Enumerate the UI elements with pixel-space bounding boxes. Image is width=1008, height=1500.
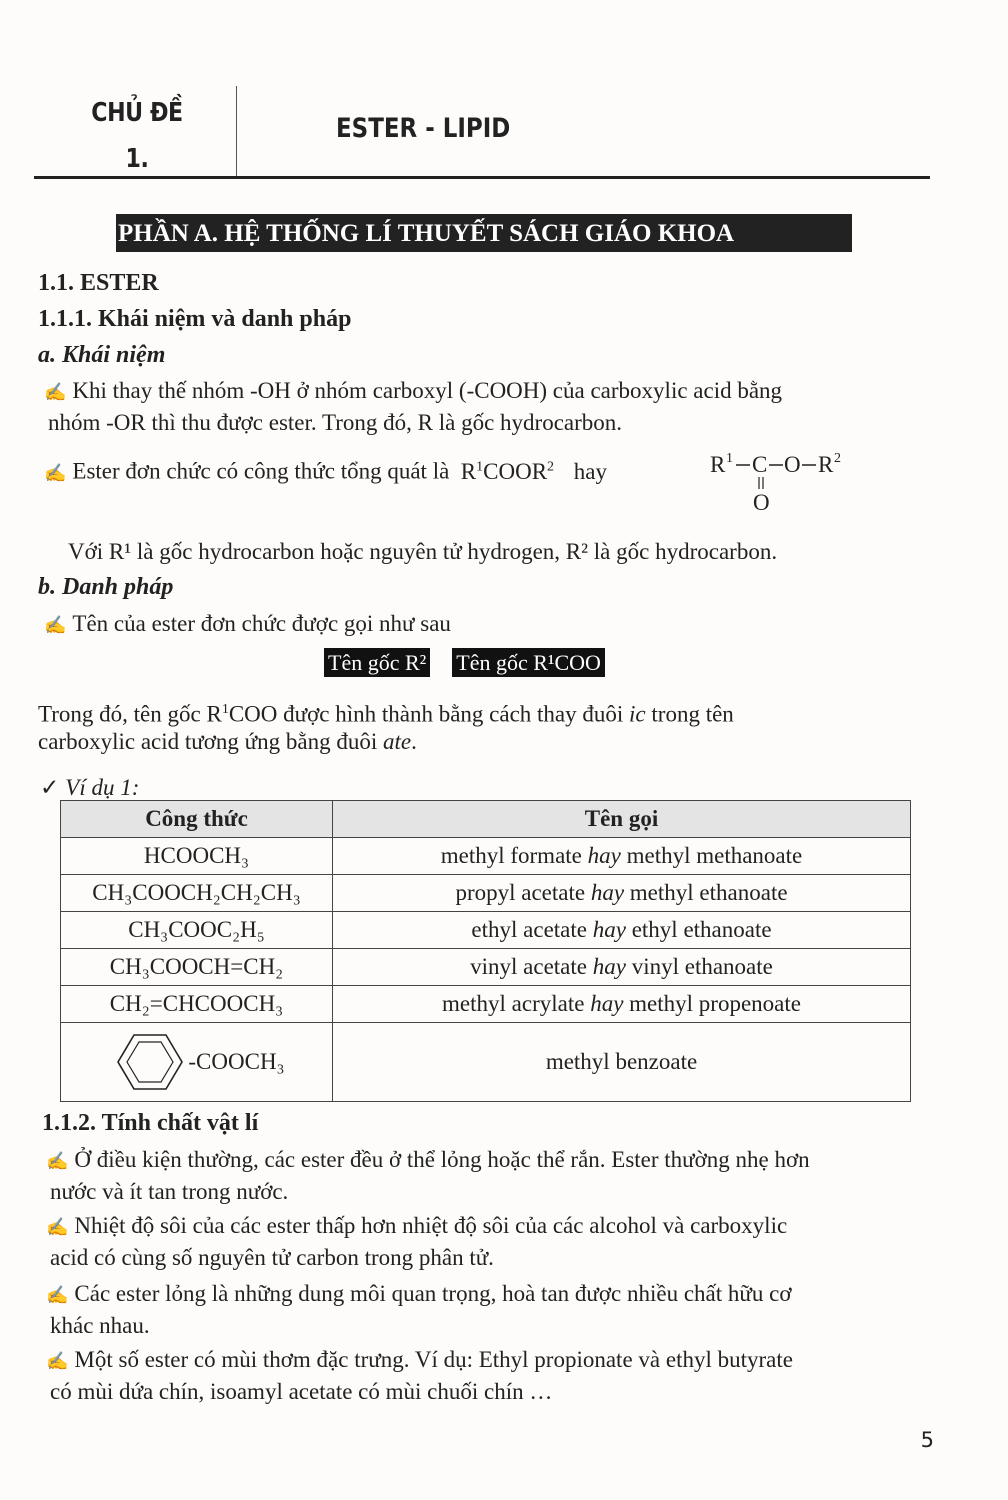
- hay-word: hay: [573, 458, 608, 484]
- benzene-ring-icon: [108, 1027, 188, 1097]
- section-banner: PHẦN A. HỆ THỐNG LÍ THUYẾT SÁCH GIÁO KHOA: [116, 214, 852, 252]
- example-label-line: ✓ Ví dụ 1:: [40, 775, 140, 800]
- table-header-name: Tên gọi: [333, 801, 911, 838]
- pen-bullet-icon: ✍: [46, 1217, 69, 1237]
- name-cell: methyl formate hay methyl methanoate: [333, 838, 911, 875]
- physical-property-4-line-1: ✍ Một số ester có mùi thơm đặc trưng. Ví dụ: Ethyl propionate và ethyl butyrate: [46, 1347, 793, 1372]
- name-cell: propyl acetate hay methyl ethanoate: [333, 875, 911, 912]
- subheading-b: b. Danh pháp: [38, 574, 174, 600]
- header-rule: [34, 176, 930, 179]
- table-header-row: [61, 801, 911, 838]
- formula-cell: CH₃COOCH=CH₂: [61, 949, 333, 986]
- pen-bullet-icon: ✍: [44, 615, 67, 635]
- svg-text:O: O: [784, 452, 801, 477]
- physical-property-2-line-2: acid có cùng số nguyên tử carbon trong phân tử.: [50, 1245, 494, 1270]
- physical-property-4-line-2: có mùi dứa chín, isoamyl acetate có mùi chuối chín …: [50, 1379, 553, 1404]
- svg-text:1: 1: [726, 451, 733, 466]
- table-row: [61, 912, 911, 949]
- svg-text:R: R: [710, 452, 726, 477]
- chapter-number: 1.: [125, 144, 149, 174]
- definition-line-1: ✍ Khi thay thế nhóm -OH ở nhóm carboxyl (-COOH) của carboxylic acid bằng: [44, 378, 783, 403]
- name-cell: vinyl acetate hay vinyl ethanoate: [333, 949, 911, 986]
- checkmark-icon: ✓: [40, 775, 60, 800]
- pen-bullet-icon: ✍: [44, 382, 67, 402]
- section-heading-1-1-2: 1.1.2. Tính chất vật lí: [42, 1110, 259, 1136]
- naming-detail-line-2: carboxylic acid tương ứng bằng đuôi ate.: [38, 729, 417, 754]
- page-number: 5: [920, 1428, 934, 1452]
- name-tag-r1coo: Tên gốc R¹COO: [452, 648, 605, 677]
- formula-cell: CH₃COOC₂H₅: [61, 912, 333, 949]
- benzoate-group: -COOCH₃: [188, 1049, 285, 1074]
- ester-name-table: [60, 800, 911, 1102]
- physical-property-3-line-2: khác nhau.: [50, 1313, 150, 1338]
- table-row: [61, 949, 911, 986]
- name-tag-r2: Tên gốc R²: [324, 648, 430, 677]
- chapter-label-block: [90, 90, 184, 182]
- chapter-label: CHỦ ĐỀ: [91, 98, 183, 128]
- with-r-line: Với R¹ là gốc hydrocarbon hoặc nguyên tử hydrogen, R² là gốc hydrocarbon.: [68, 539, 778, 564]
- physical-property-1-line-2: nước và ít tan trong nước.: [50, 1179, 289, 1204]
- table-row: [61, 986, 911, 1023]
- ester-structural-formula: [706, 444, 866, 516]
- subheading-a: a. Khái niệm: [38, 342, 166, 368]
- naming-intro: ✍ Tên của ester đơn chức được gọi như sau: [44, 611, 451, 636]
- definition-line-2: nhóm -OR thì thu được ester. Trong đó, R là gốc hydrocarbon.: [48, 410, 623, 435]
- table-row: [61, 1023, 911, 1102]
- formula-cell: HCOOCH₃: [61, 838, 333, 875]
- section-heading-1-1-1: 1.1.1. Khái niệm và danh pháp: [38, 306, 352, 332]
- pen-bullet-icon: ✍: [46, 1285, 69, 1305]
- physical-property-1-line-1: ✍ Ở điều kiện thường, các ester đều ở thể lỏng hoặc thể rắn. Ester thường nhẹ hơn: [46, 1147, 810, 1172]
- formula-cell-benzoate: [61, 1023, 333, 1102]
- pen-bullet-icon: ✍: [46, 1351, 69, 1371]
- chapter-title: ESTER - LIPID: [336, 113, 511, 144]
- section-heading-1-1: 1.1. ESTER: [38, 270, 159, 296]
- formula-cell: CH₂=CHCOOCH₃: [61, 986, 333, 1023]
- general-formula-line: ✍ Ester đơn chức có công thức tổng quát là $R^1COOR^2$ hay: [44, 458, 608, 484]
- pen-bullet-icon: ✍: [44, 462, 67, 483]
- table-row: [61, 875, 911, 912]
- table-row: [61, 838, 911, 875]
- svg-text:C: C: [752, 452, 768, 477]
- svg-text:2: 2: [834, 451, 841, 466]
- name-cell: methyl benzoate: [333, 1023, 911, 1102]
- name-cell: ethyl acetate hay ethyl ethanoate: [333, 912, 911, 949]
- table-header-formula: Công thức: [61, 801, 333, 838]
- naming-pattern: [324, 650, 605, 676]
- svg-text:R: R: [818, 452, 834, 477]
- header-divider: [236, 86, 237, 178]
- svg-text:O: O: [753, 490, 770, 515]
- physical-property-3-line-1: ✍ Các ester lỏng là những dung môi quan trọng, hoà tan được nhiều chất hữu cơ: [46, 1281, 792, 1306]
- name-cell: methyl acrylate hay methyl propenoate: [333, 986, 911, 1023]
- physical-property-2-line-1: ✍ Nhiệt độ sôi của các ester thấp hơn nhiệt độ sôi của các alcohol và carboxylic: [46, 1213, 788, 1238]
- formula-rcoor: $R^1COOR^2$: [455, 458, 555, 484]
- pen-bullet-icon: ✍: [46, 1151, 69, 1171]
- naming-detail-line-1: Trong đó, tên gốc $R^1COO$ được hình thành bằng cách thay đuôi ic trong tên: [38, 701, 734, 727]
- formula-cell: CH₃COOCH₂CH₂CH₃: [61, 875, 333, 912]
